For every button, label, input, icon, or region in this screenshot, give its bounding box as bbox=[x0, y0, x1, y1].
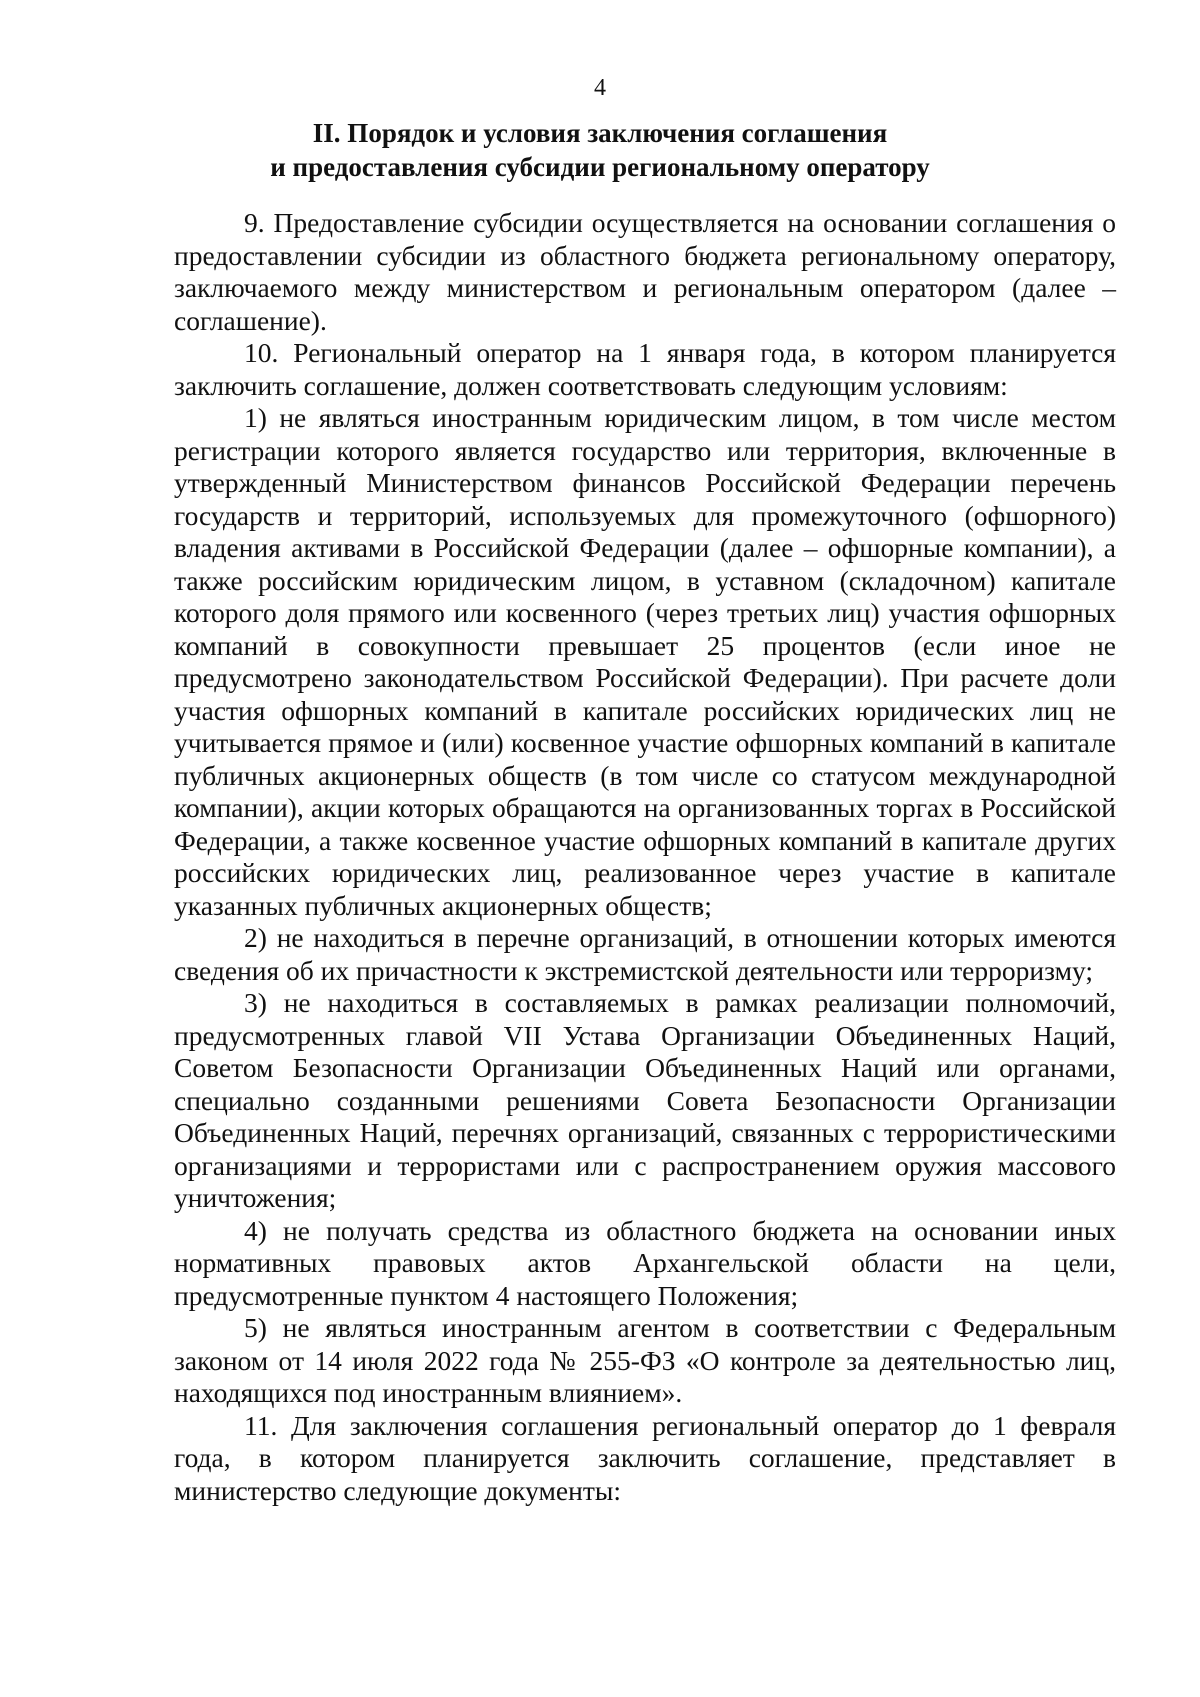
paragraph-10-item-2: 2) не находиться в перечне организаций, в отношении которых имеются сведения об их причастности к экстремистской деятельности или терроризму; bbox=[174, 922, 1116, 986]
paragraph-10: 10. Региональный оператор на 1 января года, в котором планируется заключить соглашение, должен соответствовать следующим условиям: bbox=[174, 337, 1116, 401]
section-title-line-2: и предоставления субсидии региональному оператору bbox=[270, 152, 930, 182]
paragraph-10-item-5: 5) не являться иностранным агентом в соответствии с Федеральным законом от 14 июля 2022 года № 255-ФЗ «О контроле за деятельностью лиц, находящихся под иностранным влиянием». bbox=[174, 1312, 1116, 1408]
paragraph-10-item-4: 4) не получать средства из областного бюджета на основании иных нормативных правовых актов Архангельской области на цели, предусмотренные пунктом 4 настоящего Положения; bbox=[174, 1214, 1116, 1311]
paragraph-10-item-1: 1) не являться иностранным юридическим лицом, в том числе местом регистрации которого является государство или территория, включенные в утвержденный Министерством финансов Российской Федерации перечень государств и территорий, используемых для промежуточного (офшорного) владения активами в Российской Федерации (далее – офшорные компании), а также российским юридическим лицом, в уставном (складочном) капитале которого доля прямого или косвенного (через третьих лиц) участия офшорных компаний в совокупности превышает 25 процентов (если иное не предусмотрено законодательством Российской Федерации). При расчете доли участия офшорных компаний в капитале российских юридических лиц не учитывается прямое и (или) косвенное участие офшорных компаний в капитале публичных акционерных обществ (в том числе со статусом международной компании), акции которых обращаются на организованных торгах в Российской Федерации, а также косвенное участие офшорных компаний в капитале других российских юридических лиц, реализованное через участие в капитале указанных публичных акционерных обществ; bbox=[174, 402, 1116, 921]
paragraph-9: 9. Предоставление субсидии осуществляется на основании соглашения о предоставлении субсидии из областного бюджета региональному оператору, заключаемого между министерством и региональным оператором (далее – соглашение). bbox=[174, 207, 1116, 336]
page-number: 4 bbox=[594, 75, 606, 101]
section-title bbox=[150, 116, 1050, 184]
paragraph-10-item-3: 3) не находиться в составляемых в рамках реализации полномочий, предусмотренных главой VII Устава Организации Объединенных Наций, Советом Безопасности Организации Объединенных Наций или органами, специально созданными решениями Совета Безопасности Организации Объединенных Наций, перечнях организаций, связанных с террористическими организациями и террористами или с распространением оружия массового уничтожения; bbox=[174, 987, 1116, 1213]
section-title-line-1: II. Порядок и условия заключения соглашения bbox=[312, 118, 888, 148]
paragraph-11: 11. Для заключения соглашения региональный оператор до 1 февраля года, в котором планируется заключить соглашение, представляет в министерство следующие документы: bbox=[174, 1409, 1116, 1506]
document-body bbox=[174, 207, 1116, 1507]
